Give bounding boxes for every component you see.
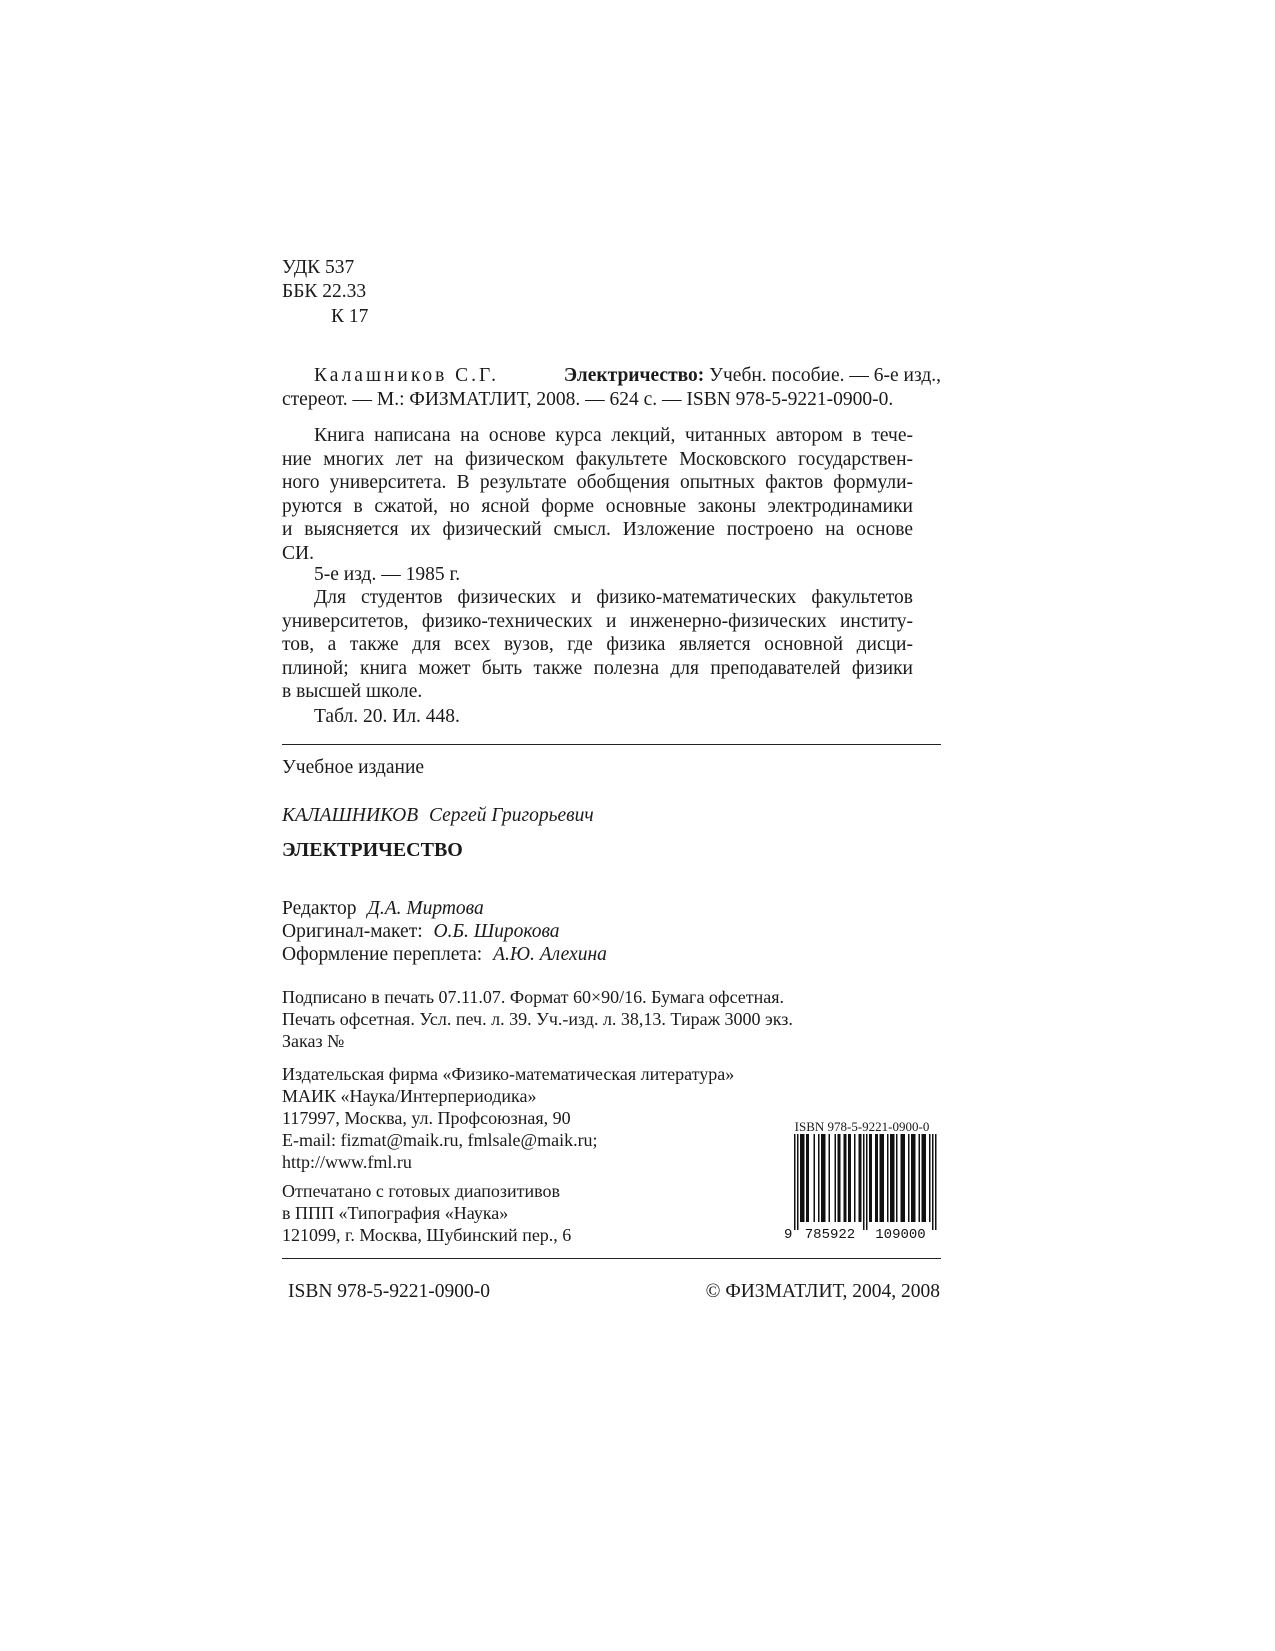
- barcode-bar: [901, 1134, 903, 1222]
- barcode-bar: [913, 1134, 915, 1222]
- barcode-bar: [871, 1134, 873, 1222]
- publisher-block: [282, 1063, 734, 1173]
- barcode-bar: [880, 1134, 882, 1222]
- barcode-bar: [802, 1134, 804, 1222]
- printer-line: Отпечатано с готовых диапозитивов: [282, 1181, 561, 1201]
- credit-role: Оформление переплета:: [282, 944, 483, 965]
- author-given-names: Сергей Григорьевич: [429, 805, 594, 826]
- barcode-bar: [794, 1134, 796, 1230]
- barcode-bar: [814, 1134, 816, 1222]
- author-surname: КАЛАШНИКОВ: [282, 805, 419, 826]
- barcode-bar: [800, 1134, 802, 1222]
- previous-edition: 5-е изд. — 1985 г.: [314, 564, 461, 585]
- barcode-bar: [803, 1134, 805, 1222]
- credit-name: Д.А. Миртова: [367, 898, 484, 919]
- annotation-line: и выясняется их физический смысл. Изложение построено на основе: [282, 519, 913, 541]
- barcode-bar: [911, 1134, 913, 1222]
- barcode-digits-right: 109000: [875, 1227, 926, 1240]
- barcode-bar: [893, 1134, 895, 1222]
- barcode-bar: [887, 1134, 889, 1222]
- barcode-bar: [824, 1134, 826, 1222]
- credits-block: [282, 897, 607, 966]
- publisher-line: 117997, Москва, ул. Профсоюзная, 90: [282, 1108, 571, 1128]
- credit-name: О.Б. Широкова: [433, 921, 560, 942]
- barcode-bar: [829, 1134, 831, 1222]
- author-mark: К 17: [331, 306, 369, 327]
- divider-rule: [282, 744, 941, 745]
- barcode-bar: [919, 1134, 921, 1222]
- barcode-bar: [863, 1134, 865, 1230]
- barcode-bar: [848, 1134, 850, 1222]
- barcode-bar: [845, 1134, 847, 1222]
- credit-editor: [282, 897, 607, 920]
- barcode-bar: [797, 1134, 799, 1230]
- barcode-bar: [932, 1134, 934, 1230]
- print-info-line: Подписано в печать 07.11.07. Формат 60×90/16. Бумага офсетная.: [282, 987, 785, 1007]
- barcode-bar: [806, 1134, 808, 1222]
- annotation-paragraph-1: [282, 424, 913, 566]
- annotation-line: ние многих лет на физическом факультете Московского государствен-: [282, 448, 913, 470]
- printer-line: в ППП «Типография «Наука»: [282, 1203, 509, 1223]
- barcode-bar: [835, 1134, 837, 1222]
- barcode-bar: [869, 1134, 871, 1222]
- credit-cover: [282, 943, 607, 966]
- footer-isbn: ISBN 978-5-9221-0900-0: [288, 1281, 491, 1302]
- annotation-line: ного университета. В результате обобщения опытных фактов формули-: [282, 472, 913, 494]
- barcode-bar: [860, 1134, 862, 1222]
- udk-code: УДК 537: [282, 257, 355, 278]
- barcode-digits-left: 785922: [804, 1227, 856, 1240]
- biblio-line-2: стереот. — М.: ФИЗМАТЛИТ, 2008. — 624 с. — ISBN 978-5-9221-0900-0.: [282, 389, 894, 410]
- credit-role: Редактор: [282, 898, 357, 919]
- printer-block: [282, 1180, 571, 1246]
- barcode-bar: [892, 1134, 894, 1222]
- barcode-bar: [818, 1134, 820, 1222]
- barcode-bar: [881, 1134, 883, 1222]
- annotation-line: Книга написана на основе курса лекций, читанных автором в тече-: [314, 425, 913, 446]
- annotation-paragraph-2: [282, 586, 913, 704]
- barcode-bars: [782, 1134, 942, 1240]
- annotation-line: в высшей школе.: [282, 681, 423, 703]
- annotation-line: тов, а также для всех вузов, где физика является основной дисци-: [282, 634, 913, 656]
- barcode-bar: [883, 1134, 885, 1222]
- publisher-line: МАИК «Наука/Интерпериодика»: [282, 1086, 537, 1106]
- barcode-isbn-label: ISBN 978-5-9221-0900-0: [794, 1119, 930, 1134]
- book-title: ЭЛЕКТРИЧЕСТВО: [282, 839, 463, 861]
- biblio-author: Калашников С.Г.: [314, 365, 499, 386]
- annotation-line: плиной; книга может быть также полезна для преподавателей физики: [282, 657, 913, 679]
- barcode-bar: [823, 1134, 825, 1222]
- print-info: [282, 986, 793, 1052]
- barcode-bar: [902, 1134, 904, 1222]
- barcode-bar: [923, 1134, 925, 1222]
- barcode-bar: [854, 1134, 856, 1222]
- barcode-bar: [850, 1134, 852, 1222]
- print-info-line: Заказ №: [282, 1031, 345, 1051]
- publisher-line: http://www.fml.ru: [282, 1152, 412, 1172]
- barcode-bar: [929, 1134, 931, 1222]
- credit-layout: [282, 920, 607, 943]
- barcode-bar: [922, 1134, 924, 1222]
- barcode-bar: [914, 1134, 916, 1222]
- barcode-bar: [935, 1134, 937, 1230]
- barcode-bar: [866, 1134, 868, 1230]
- annotation-line: руются в сжатой, но ясной форме основные законы электродинамики: [282, 495, 913, 517]
- credit-role: Оригинал-макет:: [282, 921, 423, 942]
- barcode-bar: [839, 1134, 841, 1222]
- edition-type: Учебное издание: [282, 757, 425, 778]
- annotation-line: университетов, физико-технических и инженерно-физических институ-: [282, 610, 913, 632]
- barcode-bar: [844, 1134, 846, 1222]
- barcode-bar: [859, 1134, 861, 1222]
- bbk-code: ББК 22.33: [282, 281, 367, 302]
- author-full-name: [282, 804, 594, 827]
- biblio-rest: Учебн. пособие. — 6-е изд.,: [709, 365, 941, 386]
- barcode-bar: [925, 1134, 927, 1222]
- barcode-bar: [838, 1134, 840, 1222]
- barcode-bar: [877, 1134, 879, 1222]
- annotation-line: Для студентов физических и физико-математических факультетов: [314, 587, 913, 608]
- barcode-bar: [821, 1134, 823, 1222]
- barcode-bar: [875, 1134, 877, 1222]
- barcode-bar: [808, 1134, 810, 1222]
- print-info-line: Печать офсетная. Усл. печ. л. 39. Уч.-изд. л. 38,13. Тираж 3000 экз.: [282, 1009, 793, 1029]
- annotation-line: СИ.: [282, 542, 314, 564]
- biblio-title-group: [564, 364, 941, 387]
- barcode-bar: [890, 1134, 892, 1222]
- credit-name: А.Ю. Алехина: [493, 944, 607, 965]
- footer-copyright: © ФИЗМАТЛИТ, 2004, 2008: [705, 1281, 940, 1302]
- footer-rule: [282, 1258, 941, 1259]
- printer-line: 121099, г. Москва, Шубинский пер., 6: [282, 1225, 572, 1245]
- publisher-line: Издательская фирма «Физико-математическая литература»: [282, 1064, 735, 1084]
- isbn-barcode: [782, 1120, 942, 1245]
- biblio-title: Электричество:: [563, 365, 705, 386]
- barcode-digit-first: 9: [784, 1227, 793, 1240]
- biblio-line-1: [314, 364, 941, 387]
- barcode-bar: [904, 1134, 906, 1222]
- barcode-bar: [896, 1134, 898, 1222]
- tables-illustrations: Табл. 20. Ил. 448.: [314, 706, 460, 727]
- barcode-bar: [908, 1134, 910, 1222]
- publisher-line: E-mail: fizmat@maik.ru, fmlsale@maik.ru;: [282, 1130, 598, 1150]
